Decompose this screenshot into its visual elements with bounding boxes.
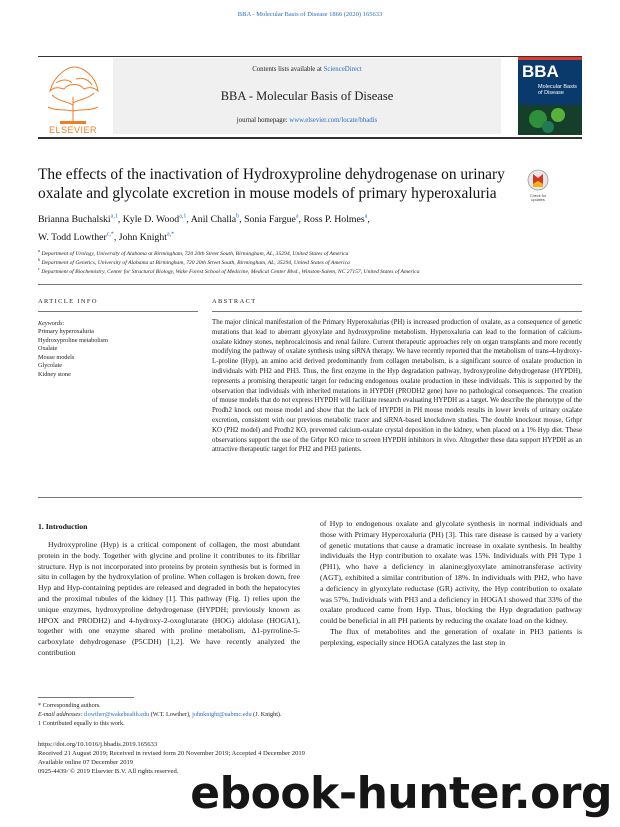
journal-homepage-link[interactable]: www.elsevier.com/locate/bbadis xyxy=(289,117,378,124)
keyword: Glycolate xyxy=(38,362,63,370)
body-column-left xyxy=(38,540,300,659)
body-paragraph: of Hyp to endogenous oxalate and glycolate synthesis in normal individuals and those with Primary Hyperoxaluria (PH) [3]. This rare disease is caused by a variety of genetic mutations that cause a dramatic increase in oxalate synthesis. In healthy individuals the Hyp contribution to oxalate was 15%. Individuals with PH Type 1 (PH1), who have a deficiency in alanine:glyoxylate aminotransferase activity (AGT), exhibited a similar contribution of 18%. In individuals with PH2, who have a deficiency in glyoxylate reductase (GR) activity, the Hyp contribution to oxalate was 57%. Individuals with PH3 and a deficiency in HOGA1 showed that 33% of the oxalate produced came from Hyp. Thus, blocking the Hyp degradation pathway could be beneficial in all PH patients by reducing the oxalate load on the kidney. xyxy=(320,519,582,626)
keyword: Primary hyperoxaluria xyxy=(38,328,94,335)
author[interactable]: W. Todd Lowther$^{c,*}$, xyxy=(38,231,119,243)
abstract-end-rule xyxy=(38,497,582,498)
footnote-rule xyxy=(38,697,134,698)
abstract-heading: ABSTRACT xyxy=(212,298,257,305)
keyword-list xyxy=(38,328,108,380)
author-list xyxy=(38,210,558,245)
body-column-right xyxy=(320,519,582,649)
email-link[interactable]: tlowther@wakehealth.edu xyxy=(84,711,150,718)
affiliation: $^c$ Department of Biochemistry, Center for Structural Biology, Wake Forest School of Medicine, Medical Center Blvd., Winston-Salem, NC 27157, United States of America xyxy=(38,266,420,275)
keywords-label: Keywords: xyxy=(38,320,65,327)
author[interactable]: Sonia Fargue$^a$, xyxy=(244,214,304,226)
body-paragraph: The flux of metabolites and the generation of oxalate in PH3 patients is perplexing, especially since HOGA catalyzes the last step in xyxy=(320,626,582,647)
author[interactable]: Ross P. Holmes$^a$, xyxy=(303,214,370,226)
affiliation-rule xyxy=(38,284,582,285)
masthead-bottom-rule xyxy=(38,137,582,139)
keyword: Hydroxyproline metabolism xyxy=(38,336,108,344)
doi-link[interactable]: https://doi.org/10.1016/j.bbadis.2019.165633 xyxy=(38,741,158,748)
abstract-text: The major clinical manifestation of the Primary Hyperoxalurias (PH) is increased production of oxalate, as a consequence of genetic mutations that lead to aberrant glyoxylate and hydroxyproline metabolism. Hyperoxaluria can lead to the formation of calcium-oxalate kidney stones, nephrocalcinosis and renal failure. Current therapeutic approaches rely on organ transplants and more recently modifying the pathway of oxalate synthesis using siRNA therapy. We have recently reported that the metabolism of trans-4-hydroxy-L-proline (Hyp), an amino acid derived predominantly from collagen metabolism, is a significant source of oxalate production in individuals with PH2 and PH3. Thus, the first enzyme in the Hyp degradation pathway, hydroxyproline dehydrogenase (HYPDH), represents a promising therapeutic target for reducing endogenous oxalate production in these individuals. This is supported by the observation that individuals with inherited mutations in HYPDH (PRODH2 gene) have no pathological consequences. The creation of mouse models that do not express HYPDH will facilitate research evaluating HYPDH as a target. We describe the phenotype of the Prodh2 knock out mouse model and show that the lack of HYPDH in PH mouse models results in lower levels of urinary oxalate excretion, consistent with our previous metabolic tracer and siRNA-based knockdown studies. The double knockout mouse, Grhpr KO (PH2 model) and Prodh2 KO, prevented calcium-oxalate crystal deposition in the kidney, when placed on a 1% Hyp diet. These observations support the use of the Grhpr KO mice to screen HYPDH inhibitors in vivo. Altogether these data support HYPDH as an attractive therapeutic target for PH2 and PH3 patients. xyxy=(212,319,582,454)
running-head[interactable]: BBA - Molecular Basis of Disease 1866 (2020) 165633 xyxy=(237,11,383,18)
author[interactable]: Kyle D. Wood$^{a,1}$, xyxy=(122,214,191,226)
cover-subtitle: Molecular Basis of Disease xyxy=(538,84,577,97)
footnote-emails: E-mail addresses: tlowther@wakehealth.edu (W.T. Lowther), johnknight@uabmc.edu (J. Knight). xyxy=(38,711,282,718)
section-heading-introduction: 1. Introduction xyxy=(38,522,88,531)
article-title: The effects of the inactivation of Hydroxyproline dehydrogenase on urinary oxalate and glycolate excretion in mouse models of primary hyperoxaluria xyxy=(38,166,505,202)
author[interactable]: John Knight$^{a,*}$ xyxy=(118,231,175,243)
contents-prefix: Contents lists available at xyxy=(252,66,324,73)
homepage-prefix: journal homepage: xyxy=(236,117,290,124)
elsevier-tree-logo xyxy=(38,57,108,135)
contents-line xyxy=(113,66,501,73)
watermark xyxy=(0,768,612,824)
footnote-corresponding: * Corresponding authors. xyxy=(38,702,101,709)
abstract-rule xyxy=(212,311,582,312)
elsevier-wordmark: ELSEVIER xyxy=(48,125,98,135)
article-info-rule xyxy=(38,311,198,312)
journal-title: BBA - Molecular Basis of Disease xyxy=(220,89,394,103)
affiliation: $^b$ Department of Genetics, University of Alabama at Birmingham, 720 20th Street South, Birmingham, AL, 35294, United States of America xyxy=(38,257,350,266)
cover-title: BBA xyxy=(522,62,559,81)
affiliation: $^a$ Department of Urology, University of Alabama at Birmingham, 720 20th Street South, Birmingham, AL, 35294, United States of America xyxy=(38,248,349,257)
received-dates: Received 21 August 2019; Received in revised form 20 November 2019; Accepted 4 December 2019 xyxy=(38,750,305,757)
article-info-heading: ARTICLE INFO xyxy=(38,298,98,305)
crossmark-label: Check for updates xyxy=(529,194,547,202)
keyword: Kidney stone xyxy=(38,370,71,378)
author[interactable]: Brianna Buchalski$^{a,1}$, xyxy=(38,214,123,226)
issn-copyright: 0925-4439/ © 2019 Elsevier B.V. All rights reserved. xyxy=(38,768,179,775)
footnote-equal-contribution: 1 Contributed equally to this work. xyxy=(38,720,125,727)
sciencedirect-link[interactable]: ScienceDirect xyxy=(323,66,362,73)
keyword: Mouse models xyxy=(38,353,75,361)
watermark-text: ebook-hunter.org xyxy=(190,768,612,819)
keyword: Oxalate xyxy=(38,345,58,353)
email-link[interactable]: johnknight@uabmc.edu xyxy=(192,711,252,718)
masthead-top-rule xyxy=(38,56,582,57)
body-paragraph: Hydroxyproline (Hyp) is a critical component of collagen, the most abundant protein in the body. Together with glycine and proline it contributes to its fibrillar structure. Hyp is not incorporated into proteins by protein synthesis but is formed in situ in collagen by the hydroxylation of proline. When collagen is broken down, free Hyp and Hyp-containing peptides are released and degraded in both the hepatocytes and the proximal tubules of the kidney [1]. This pathway (Fig. 1) relies upon the unique enzymes, hydroxyproline dehydrogenase (HYPDH; previously known as HPOX and PRODH2) and 4-hydroxy-2-oxoglutarate (HOG) aldolase (HOGA1), together with one enzyme shared with proline metabolism, Δ1-pyrroline-5-carboxylate dehydrogenase (P5CDH) [1,2]. We have recently analyzed the contribution xyxy=(38,540,300,657)
homepage-line xyxy=(113,117,501,124)
available-online: Available online 07 December 2019 xyxy=(38,759,134,766)
author[interactable]: Anil Challa$^b$, xyxy=(190,214,245,226)
